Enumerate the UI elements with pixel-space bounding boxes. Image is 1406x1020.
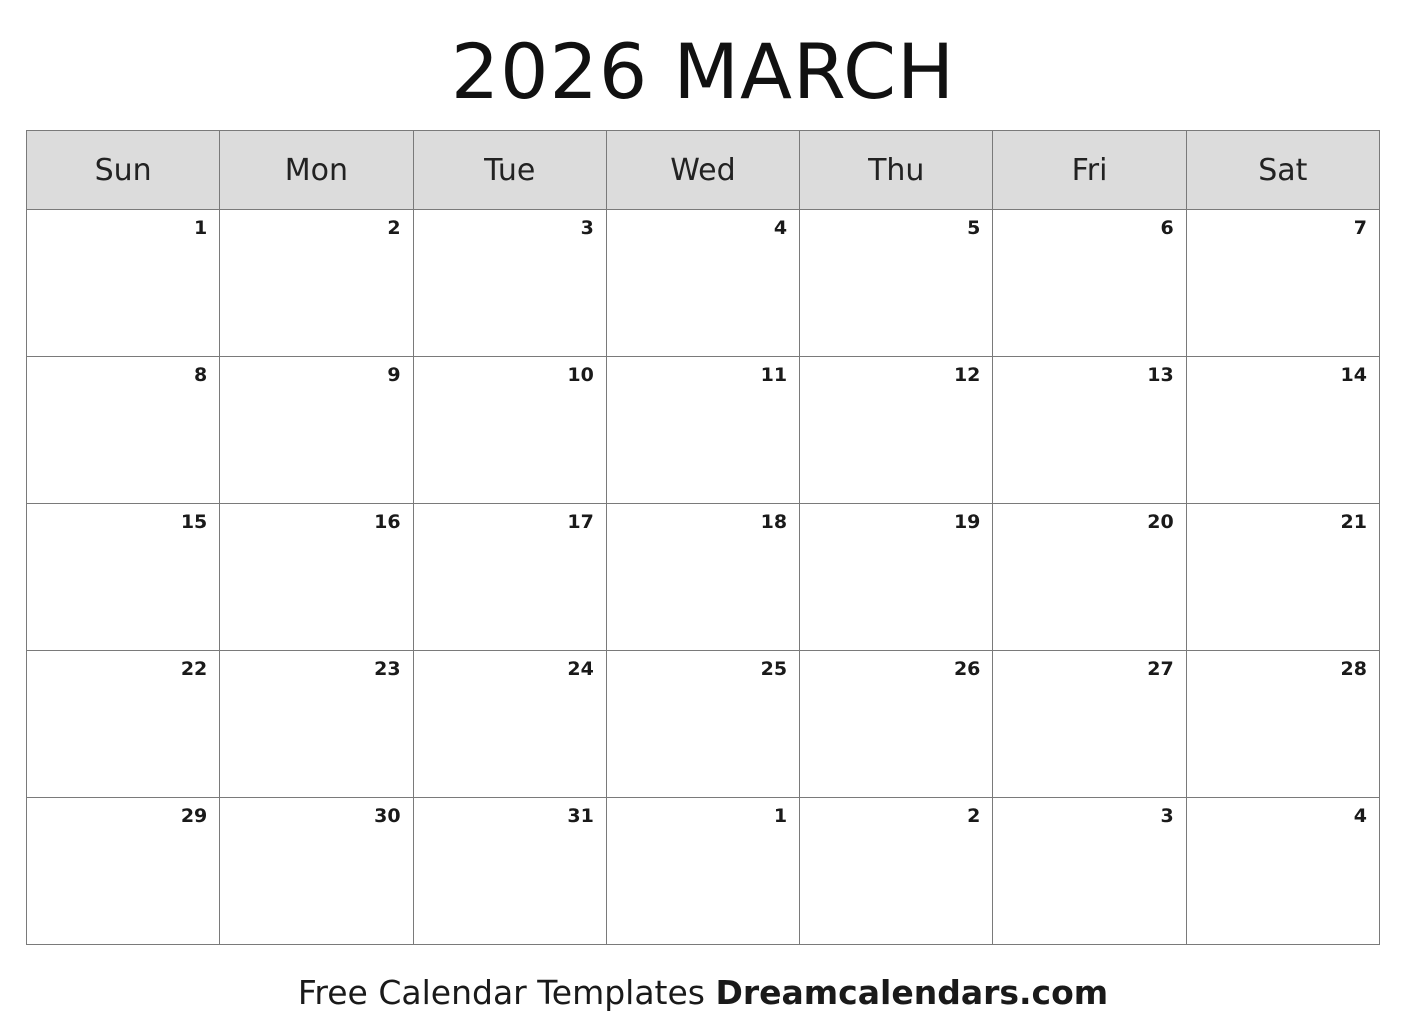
day-number: 2 (387, 217, 401, 239)
day-number: 7 (1353, 217, 1367, 239)
weekday-header-sat: Sat (1186, 131, 1379, 210)
day-number: 31 (567, 805, 594, 827)
day-number: 16 (374, 511, 401, 533)
day-number: 4 (773, 217, 788, 239)
day-number: 23 (374, 658, 401, 680)
weekday-header-mon: Mon (220, 131, 413, 210)
calendar-week-row (27, 798, 1380, 945)
day-number: 5 (967, 217, 981, 239)
day-number: 1 (194, 217, 208, 239)
day-cell[interactable] (1186, 798, 1379, 945)
footer-free-text: Free Calendar Templates (297, 973, 716, 1012)
day-cell[interactable] (1186, 504, 1379, 651)
day-cell[interactable] (800, 651, 993, 798)
day-number: 30 (374, 805, 401, 827)
day-cell[interactable] (27, 357, 220, 504)
footer-brand-link[interactable]: Dreamcalendars.com (715, 973, 1109, 1012)
calendar-week-row (27, 357, 1380, 504)
day-number: 22 (180, 658, 208, 680)
day-cell[interactable] (413, 357, 606, 504)
weekday-header-wed: Wed (606, 131, 799, 210)
footer-credit (0, 945, 1406, 1012)
day-cell[interactable] (1186, 210, 1379, 357)
day-number: 24 (567, 658, 594, 680)
day-cell[interactable] (800, 798, 993, 945)
day-number: 1 (773, 805, 788, 827)
day-number: 27 (1147, 658, 1174, 680)
day-cell[interactable] (606, 798, 799, 945)
weekday-header-fri: Fri (993, 131, 1186, 210)
day-cell[interactable] (220, 210, 413, 357)
day-cell[interactable] (27, 504, 220, 651)
weekday-header-tue: Tue (413, 131, 606, 210)
day-number: 18 (760, 511, 788, 533)
day-cell[interactable] (606, 651, 799, 798)
day-number: 3 (1160, 805, 1174, 827)
day-cell[interactable] (606, 357, 799, 504)
day-cell[interactable] (606, 504, 799, 651)
day-number: 2 (967, 805, 981, 827)
calendar-week-row (27, 210, 1380, 357)
day-number: 29 (180, 805, 208, 827)
calendar-week-row (27, 504, 1380, 651)
day-cell[interactable] (413, 504, 606, 651)
day-number: 3 (580, 217, 594, 239)
day-number: 14 (1340, 364, 1367, 386)
day-cell[interactable] (800, 504, 993, 651)
day-cell[interactable] (220, 504, 413, 651)
day-cell[interactable] (413, 798, 606, 945)
day-cell[interactable] (606, 210, 799, 357)
day-cell[interactable] (27, 210, 220, 357)
day-number: 6 (1160, 217, 1174, 239)
day-number: 19 (953, 511, 981, 533)
day-number: 9 (387, 364, 401, 386)
calendar-week-row (27, 651, 1380, 798)
day-cell[interactable] (993, 651, 1186, 798)
day-cell[interactable] (220, 357, 413, 504)
day-number: 15 (180, 511, 208, 533)
day-number: 12 (953, 364, 981, 386)
day-cell[interactable] (220, 651, 413, 798)
day-number: 26 (953, 658, 981, 680)
day-cell[interactable] (1186, 357, 1379, 504)
day-cell[interactable] (27, 651, 220, 798)
page-title: 2026 MARCH (450, 27, 956, 116)
day-number: 20 (1147, 511, 1174, 533)
day-number: 8 (194, 364, 208, 386)
day-cell[interactable] (993, 504, 1186, 651)
day-number: 13 (1147, 364, 1174, 386)
day-cell[interactable] (993, 210, 1186, 357)
day-cell[interactable] (1186, 651, 1379, 798)
day-number: 28 (1340, 658, 1367, 680)
day-cell[interactable] (413, 651, 606, 798)
day-number: 21 (1340, 511, 1367, 533)
day-cell[interactable] (993, 798, 1186, 945)
weekday-header-sun: Sun (27, 131, 220, 210)
day-number: 11 (760, 364, 788, 386)
day-number: 17 (567, 511, 594, 533)
day-cell[interactable] (993, 357, 1186, 504)
calendar-grid (26, 130, 1380, 945)
day-cell[interactable] (220, 798, 413, 945)
weekday-header-thu: Thu (800, 131, 993, 210)
weekday-header-row (27, 131, 1380, 210)
day-number: 4 (1353, 805, 1367, 827)
day-cell[interactable] (800, 357, 993, 504)
day-cell[interactable] (27, 798, 220, 945)
day-number: 10 (567, 364, 594, 386)
day-cell[interactable] (413, 210, 606, 357)
day-cell[interactable] (800, 210, 993, 357)
day-number: 25 (760, 658, 788, 680)
